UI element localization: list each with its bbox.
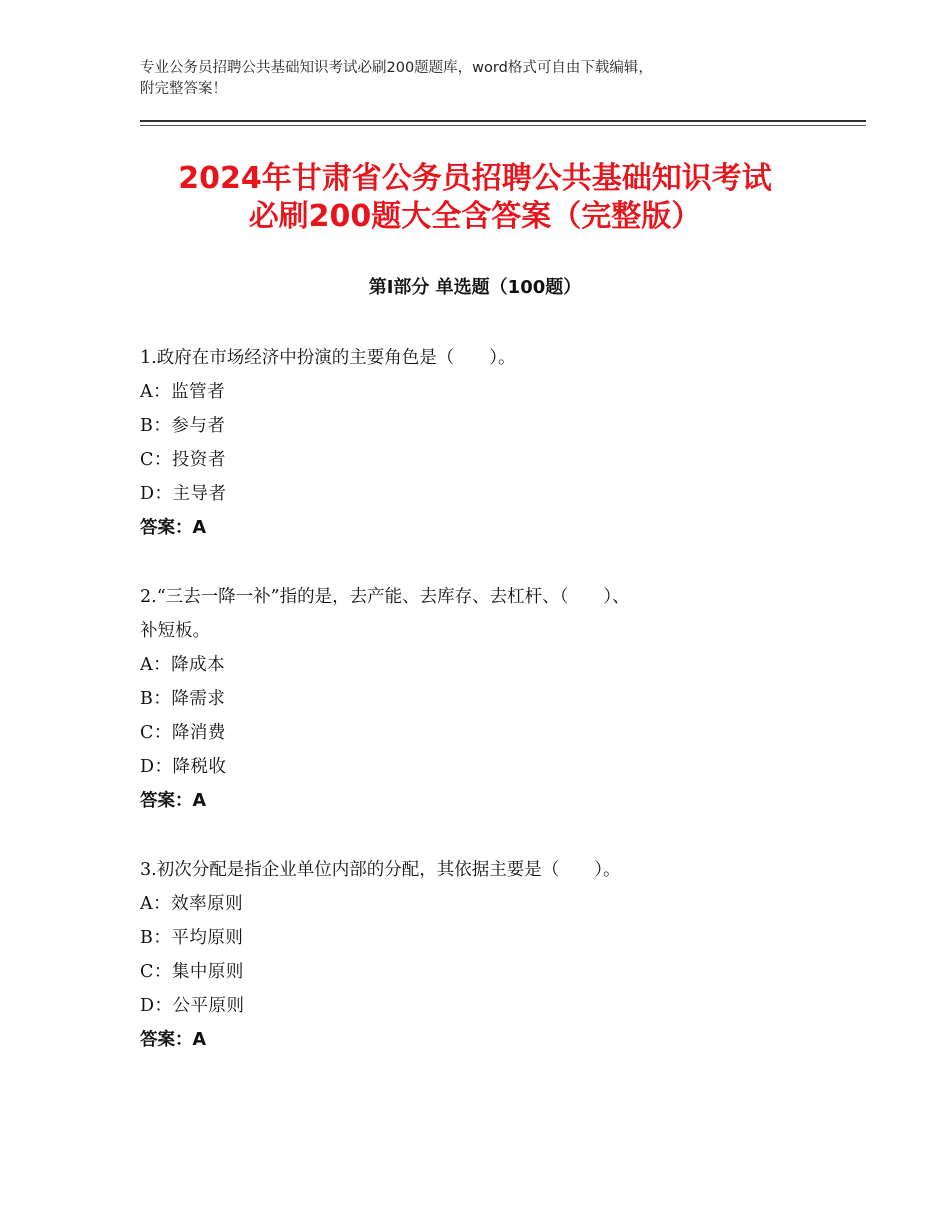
- header-divider-thick: [140, 120, 866, 122]
- question-stem: 1.政府在市场经济中扮演的主要角色是（ ）。: [140, 348, 516, 368]
- option-d: D：主导者: [140, 484, 227, 504]
- header-note-line-2: 附完整答案！: [140, 81, 227, 97]
- option-a: A：监管者: [140, 382, 226, 402]
- header-note: [140, 58, 840, 100]
- question-stem: 3.初次分配是指企业单位内部的分配，其依据主要是（ ）。: [140, 860, 621, 880]
- option-b: B：参与者: [140, 416, 226, 436]
- option-a: A：降成本: [140, 655, 226, 675]
- option-c: C：投资者: [140, 450, 226, 470]
- option-b: B：降需求: [140, 689, 226, 709]
- answer: 答案：A: [140, 1030, 207, 1050]
- option-c: C：集中原则: [140, 962, 244, 982]
- question-stem: 2.“三去一降一补”指的是，去产能、去库存、去杠杆、（ ）、: [140, 587, 630, 607]
- question-3: [140, 853, 860, 1057]
- document-title-line-2: 必刷200题大全含答案（完整版）: [248, 199, 702, 234]
- document-title: [120, 160, 830, 236]
- option-c: C：降消费: [140, 723, 226, 743]
- header-note-line-1: 专业公务员招聘公共基础知识考试必刷200题题库，word格式可自由下载编辑，: [140, 60, 653, 76]
- question-2: [140, 580, 860, 818]
- answer: 答案：A: [140, 518, 207, 538]
- question-stem-continued: 补短板。: [140, 621, 210, 641]
- answer: 答案：A: [140, 791, 207, 811]
- option-d: D：降税收: [140, 757, 227, 777]
- option-d: D：公平原则: [140, 996, 245, 1016]
- question-1: [140, 341, 860, 545]
- option-b: B：平均原则: [140, 928, 244, 948]
- option-a: A：效率原则: [140, 894, 244, 914]
- document-title-line-1: 2024年甘肃省公务员招聘公共基础知识考试: [178, 161, 772, 196]
- section-heading: 第Ⅰ部分 单选题（100题）: [368, 277, 582, 298]
- header-divider-thin: [140, 125, 866, 126]
